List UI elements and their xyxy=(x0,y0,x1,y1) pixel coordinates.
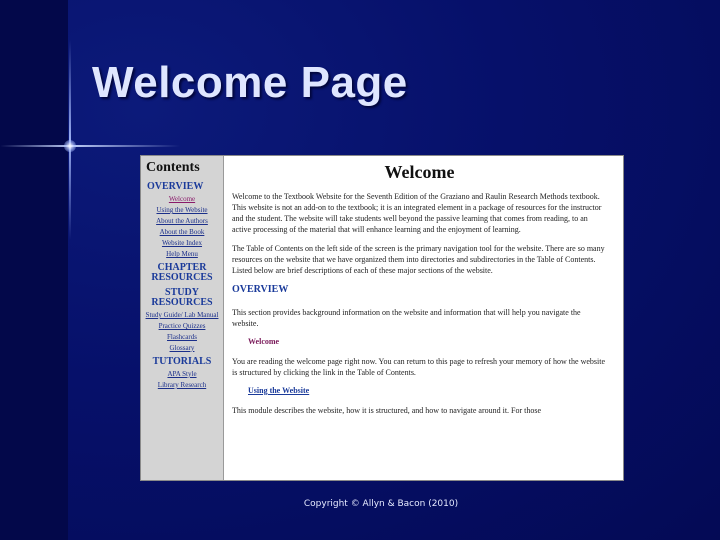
welcome-paragraph: You are reading the welcome page right now. You can return to this page to refresh your memory of how the website is structured by clicking the link in the Table of Contents. xyxy=(232,357,606,377)
sidebar-item-library-research[interactable]: Library Research xyxy=(157,381,207,389)
main-content xyxy=(224,156,623,480)
sidebar-item-practice-quizzes[interactable]: Practice Quizzes xyxy=(158,322,206,330)
overview-paragraph: This section provides background information on the website and information that will help you navigate the website. xyxy=(232,308,581,328)
sidebar-item-help-menu[interactable]: Help Menu xyxy=(166,250,198,258)
sidebar-section-study-resources[interactable]: STUDY RESOURCES xyxy=(151,287,213,308)
intro-paragraph-1: Welcome to the Textbook Website for the Seventh Edition of the Graziano and Raulin Research Methods textbook. This website is not an add-on to the textbook; it is an integrated element in a package of resources for the instructor and the student. The website will take students well beyond the passive learning that comes from reading, to an active processing of the material that will enhance learning and the enjoyment of learning. xyxy=(232,192,602,234)
sidebar-section-overview[interactable]: OVERVIEW xyxy=(147,181,204,192)
sidebar-item-using-the-website[interactable]: Using the Website xyxy=(156,206,208,214)
sidebar-section-tutorials[interactable]: TUTORIALS xyxy=(152,356,212,367)
using-the-website-paragraph: This module describes the website, how it is structured, and how to navigate around it. For those xyxy=(232,406,542,415)
lens-flare-center xyxy=(64,140,76,152)
sidebar-item-study-guide[interactable]: Study Guide/ Lab Manual xyxy=(145,311,219,319)
sidebar-section-chapter-resources[interactable]: CHAPTER RESOURCES xyxy=(151,262,213,283)
contents-heading: Contents xyxy=(146,160,200,175)
left-band xyxy=(0,0,68,540)
sidebar-item-about-the-authors[interactable]: About the Authors xyxy=(156,217,208,225)
slide-title: Welcome Page xyxy=(92,58,408,107)
sidebar-item-apa-style[interactable]: APA Style xyxy=(167,370,197,378)
using-the-website-link[interactable]: Using the Website xyxy=(248,386,310,395)
contents-sidebar xyxy=(141,156,224,480)
lens-flare-horizontal xyxy=(0,145,180,147)
sidebar-item-flashcards[interactable]: Flashcards xyxy=(167,333,197,341)
sidebar-item-welcome[interactable]: Welcome xyxy=(168,195,196,203)
overview-heading: OVERVIEW xyxy=(232,284,289,295)
sidebar-item-website-index[interactable]: Website Index xyxy=(161,239,203,247)
copyright-footer: Copyright © Allyn & Bacon (2010) xyxy=(303,499,459,509)
intro-paragraph-2: The Table of Contents on the left side of the screen is the primary navigation tool for the website. There are so many resources on the website that we have organized them into directories and subdirectories in the Table of Contents. Listed below are brief descriptions of each of these major sections of the website. xyxy=(232,244,605,275)
main-title: Welcome xyxy=(384,162,455,182)
welcome-subheading: Welcome xyxy=(248,337,280,346)
sidebar-item-about-the-book[interactable]: About the Book xyxy=(159,228,205,236)
sidebar-item-glossary[interactable]: Glossary xyxy=(169,344,195,352)
website-screenshot xyxy=(140,155,624,481)
